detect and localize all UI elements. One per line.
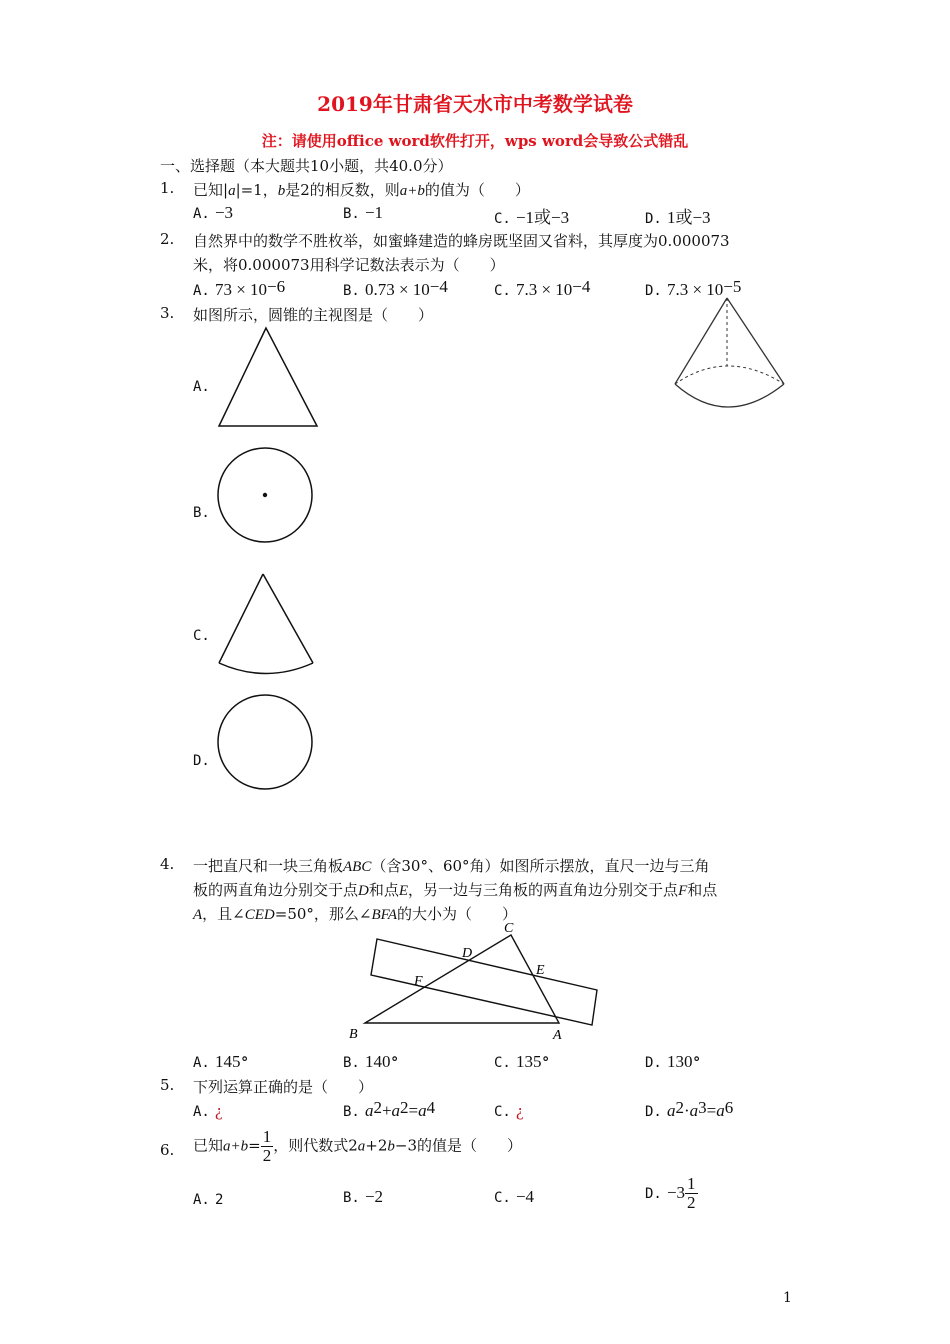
ruler-triangle-figure [345,918,605,1043]
q4-number: 4. [160,855,175,873]
section-header: 一、选择题（本大题共10小题，共40.0分） [160,157,453,175]
label-f: F [414,974,423,989]
q1-option-d: D. 1或−3 [645,208,711,227]
q6-option-b: B. −2 [343,1187,384,1206]
q5-number: 5. [160,1076,175,1094]
q1-option-a: A. −3 [193,203,234,222]
q1-number: 1. [160,179,175,197]
q5-option-c: C. ¿ [494,1101,524,1120]
q4-option-a: A. 145∘ [193,1049,249,1071]
q6-option-a: A. 2 [193,1192,224,1208]
q4-option-c: C. 135∘ [494,1049,550,1071]
q4-stem-line1: 一把直尺和一块三角板ABC（含30°、60°角）如图所示摆放，直尺一边与三角 [193,857,710,875]
q3-option-d-label: D. [193,753,210,769]
q4-stem-line3: A，且∠CED=50°，那么∠BFA的大小为（ ） [193,905,518,923]
q3-option-d-circle [216,695,316,795]
q6-number: 6. [160,1141,175,1159]
q1-option-c: C. −1或−3 [494,208,570,227]
q6-stem: 已知a+b= $\frac{1}{2}$ ，则代数式2a+2b−3的值是（ ） [193,1127,523,1165]
q4-stem-line2: 板的两直角边分别交于点D和点E，另一边与三角板的两直角边分别交于点F和点 [193,881,718,899]
label-a: A [553,1028,562,1043]
q5-option-a: A. ¿ [193,1101,223,1120]
q2-option-c: C. $7.3 \times 10^{-4}$ [494,277,591,299]
q3-option-a-triangle [215,326,320,430]
q5-option-d: D. $a^2\cdot a^3=a^6$ [645,1098,734,1120]
q5-stem: 下列运算正确的是（ ） [193,1078,374,1096]
q3-option-b-label: B. [193,505,210,521]
q3-option-c-label: C. [193,628,210,644]
q2-stem-line1: 自然界中的数学不胜枚举，如蜜蜂建造的蜂房既坚固又省料，其厚度为0.000073 [193,232,730,250]
q3-stem: 如图所示，圆锥的主视图是（ ） [193,306,434,324]
q2-option-b: B. $0.73 \times 10^{-4}$ [343,277,448,299]
q6-option-d: D. −3 $\frac{1}{2}$ [645,1174,696,1212]
q2-option-d: D. $7.3 \times 10^{-5}$ [645,277,742,299]
label-d: D [462,946,473,961]
q2-stem-line2: 米，将0.000073用科学记数法表示为（ ） [193,256,505,274]
q3-option-a-label: A. [193,379,210,395]
q1-stem: 已知|a|=1，b是2的相反数，则a+b的值为（ ） [193,181,530,199]
q5-option-b: B. $a^2+a^2=a^4$ [343,1098,436,1120]
q6-fraction: $\frac{1}{2}$ [262,1127,272,1165]
q3-option-b-circle-dot [216,446,316,546]
cone-figure [670,292,795,414]
q1-option-b: B. −1 [343,203,384,222]
q4-option-b: B. 140∘ [343,1049,399,1071]
label-e: E [536,963,545,978]
q6-option-c: C. −4 [494,1187,535,1206]
label-c: C [504,921,514,936]
page-title: 2019年甘肃省天水市中考数学试卷 [317,92,633,116]
q2-number: 2. [160,230,175,248]
label-b: B [349,1027,358,1042]
page-number: 1 [783,1290,792,1306]
q2-option-a: A. $73 \times 10^{-6}$ [193,277,286,299]
q4-option-d: D. 130∘ [645,1049,701,1071]
q3-number: 3. [160,304,175,322]
software-note: 注：请使用office word软件打开，wps word会导致公式错乱 [261,132,689,150]
q3-option-c-sector [215,572,320,672]
